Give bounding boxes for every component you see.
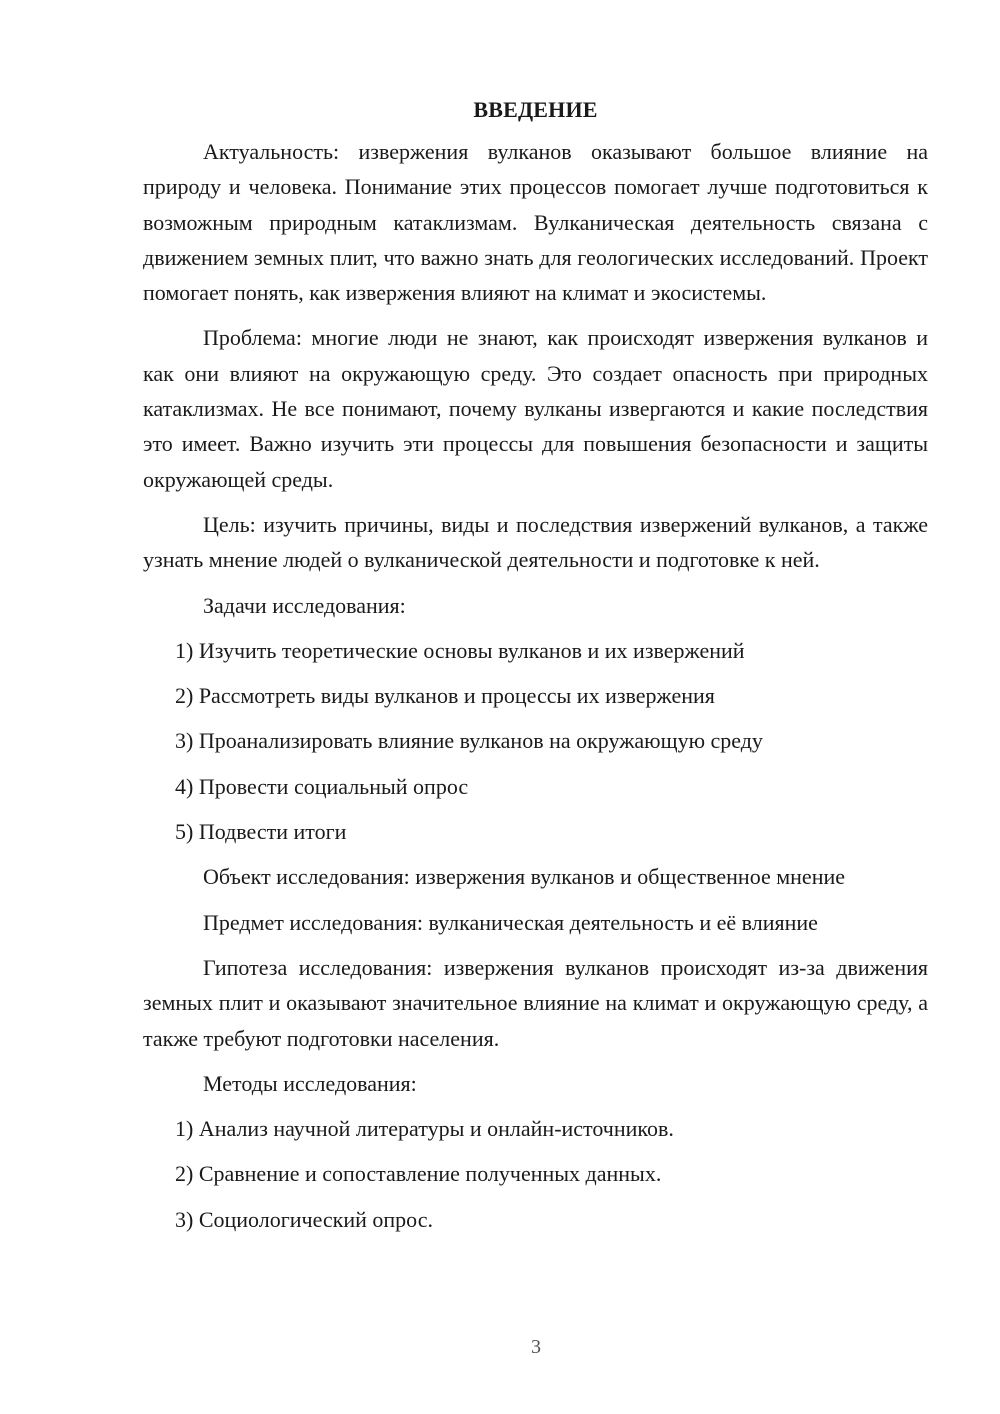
problem-paragraph: Проблема: многие люди не знают, как происходят извержения вулканов и как они влияют на окружающую среду. Это создает опасность при природных катаклизмах. Не все понимают, почему вулканы извергаются и какие последствия это имеет. Важно изучить эти процессы для повышения безопасности и защиты окружающей среды. [143, 325, 928, 492]
methods-heading: Методы исследования: [203, 1070, 417, 1096]
task-item: 3) Проанализировать влияние вулканов на окружающую среду [175, 728, 763, 754]
task-item: 5) Подвести итоги [175, 819, 347, 845]
page-number: 3 [531, 1336, 541, 1358]
tasks-heading: Задачи исследования: [203, 592, 406, 618]
section-title: ВВЕДЕНИЕ [473, 97, 598, 122]
methods-list [143, 1111, 928, 1237]
method-item: 3) Социологический опрос. [175, 1206, 433, 1232]
research-object: Объект исследования: извержения вулканов и общественное мнение [203, 864, 846, 890]
task-item: 4) Провести социальный опрос [175, 773, 469, 799]
method-item: 1) Анализ научной литературы и онлайн-источников. [175, 1116, 674, 1142]
tasks-list [143, 633, 928, 849]
research-subject: Предмет исследования: вулканическая деятельность и её влияние [203, 909, 818, 935]
goal-paragraph: Цель: изучить причины, виды и последствия извержений вулканов, а также узнать мнение людей о вулканической деятельности и подготовке к ней. [143, 511, 928, 573]
document-page [143, 95, 928, 1247]
task-item: 2) Рассмотреть виды вулканов и процессы их извержения [175, 683, 715, 709]
relevance-paragraph: Актуальность: извержения вулканов оказывают большое влияние на природу и человека. Понимание этих процессов помогает лучше подготовиться к возможным природным катаклизмам. Вулканическая деятельность связана с движением земных плит, что важно знать для геологических исследований. Проект помогает понять, как извержения влияют на климат и экосистемы. [143, 139, 928, 306]
task-item: 1) Изучить теоретические основы вулканов и их извержений [175, 637, 745, 663]
hypothesis-paragraph: Гипотеза исследования: извержения вулканов происходят из-за движения земных плит и оказывают значительное влияние на климат и окружающую среду, а также требуют подготовки населения. [143, 954, 928, 1051]
method-item: 2) Сравнение и сопоставление полученных данных. [175, 1161, 662, 1187]
